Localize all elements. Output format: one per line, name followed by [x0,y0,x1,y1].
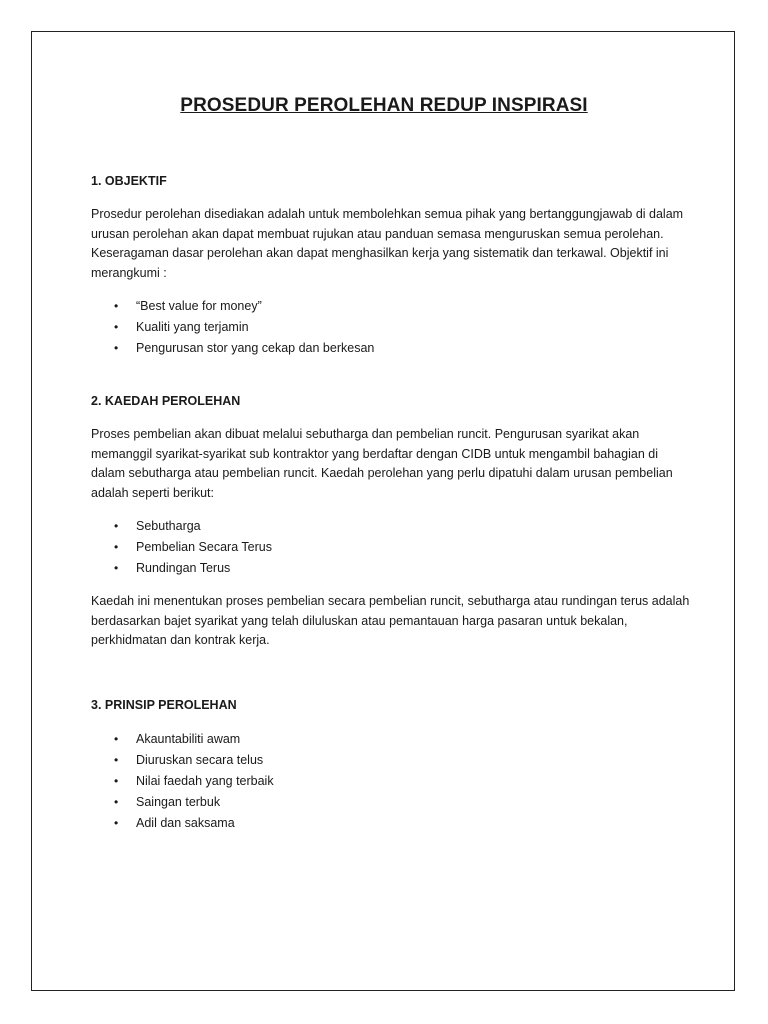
list-item-text: Pembelian Secara Terus [136,540,272,554]
bullet-icon: • [114,753,119,767]
section-paragraph-objektif: Prosedur perolehan disediakan adalah untuk membolehkan semua pihak yang bertanggungjawab di dalam urusan perolehan akan dapat membuat rujukan atau panduan semasa menguruskan semua perolehan. Keseragaman dasar perolehan akan dapat menghasilkan kerja yang sistematik dan terkawal. Objektif ini merangkumi : [91,207,684,280]
list-item-text: Sebutharga [136,519,201,533]
list-item [91,537,272,558]
list-item-text: “Best value for money” [136,299,262,313]
section-heading-prinsip-perolehan: 3. PRINSIP PEROLEHAN [91,698,237,712]
list-item [91,296,374,317]
list-item-text: Kualiti yang terjamin [136,320,249,334]
document-title: PROSEDUR PEROLEHAN REDUP INSPIRASI [180,95,588,116]
list-item [91,558,272,579]
bullet-icon: • [114,540,119,554]
list-item [91,317,374,338]
list-item-text: Nilai faedah yang terbaik [136,774,274,788]
bullet-icon: • [114,320,119,334]
list-item [91,813,274,834]
list-item-text: Adil dan saksama [136,816,235,830]
bullet-list-kaedah-perolehan [91,516,272,579]
list-item-text: Diuruskan secara telus [136,753,264,767]
list-item [91,792,274,813]
list-item [91,338,374,359]
list-item-text: Pengurusan stor yang cekap dan berkesan [136,341,375,355]
bullet-icon: • [114,519,119,533]
list-item [91,516,272,537]
section-paragraph-kaedah-perolehan: Proses pembelian akan dibuat melalui sebutharga dan pembelian runcit. Pengurusan syarikat akan memanggil syarikat-syarikat sub kontraktor yang berdaftar dengan CIDB untuk mengambil bahagian di dalam sebutharga atau pembelian runcit. Kaedah perolehan yang perlu dipatuhi dalam urusan pembelian adalah seperti berikut: [91,427,673,500]
list-item-text: Akauntabiliti awam [136,732,241,746]
section-closing-paragraph-kaedah-perolehan: Kaedah ini menentukan proses pembelian secara pembelian runcit, sebutharga atau rundingan terus adalah berdasarkan bajet syarikat yang telah diluluskan atau pemantauan harga pasaran untuk bekalan, perkhidmatan dan kontrak kerja. [91,594,690,647]
list-item-text: Saingan terbuk [136,795,221,809]
section-heading-objektif: 1. OBJEKTIF [91,174,167,188]
list-item [91,771,274,792]
bullet-icon: • [114,795,119,809]
list-item [91,750,274,771]
list-item-text: Rundingan Terus [136,561,231,575]
bullet-icon: • [114,732,119,746]
bullet-icon: • [114,561,119,575]
bullet-icon: • [114,816,119,830]
bullet-list-objektif [91,296,374,359]
bullet-icon: • [114,299,119,313]
section-heading-kaedah-perolehan: 2. KAEDAH PEROLEHAN [91,394,241,408]
bullet-icon: • [114,341,119,355]
bullet-icon: • [114,774,119,788]
bullet-list-prinsip-perolehan [91,729,274,834]
list-item [91,729,274,750]
